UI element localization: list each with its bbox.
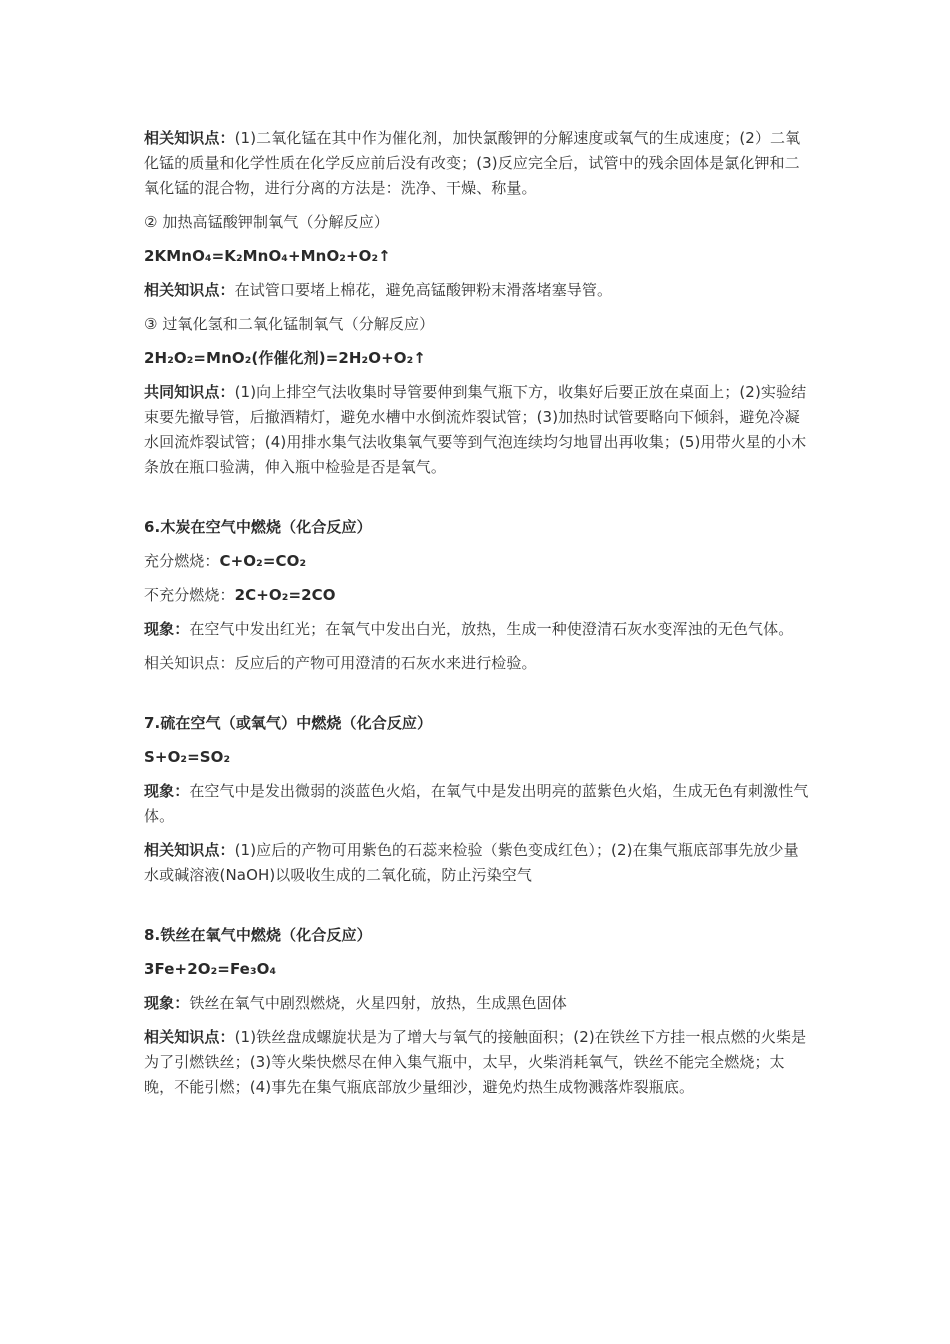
knowledge-text: (1)铁丝盘成螺旋状是为了增大与氧气的接触面积；(2)在铁丝下方挂一根点燃的火柴是为了引燃铁丝；(3)等火柴快燃尽在伸入集气瓶中，太早，火柴消耗氧气，铁丝不能完全燃烧；太晚，不能引燃；(4)事先在集气瓶底部放少量细沙，避免灼热生成物溅落炸裂瓶底。 <box>144 1028 807 1096</box>
knowledge-paragraph-6 <box>144 651 810 676</box>
full-combustion-line <box>144 549 810 574</box>
partial-combustion-line <box>144 583 810 608</box>
equation-h2o2: 2H₂O₂=MnO₂(作催化剂)=2H₂O+O₂↑ <box>144 349 426 367</box>
knowledge-label: 相关知识点： <box>144 841 235 859</box>
knowledge-paragraph-kmno4 <box>144 278 810 303</box>
phenomenon-label: 现象： <box>144 782 190 800</box>
section-gap <box>144 489 810 515</box>
equation-sulfur: S+O₂=SO₂ <box>144 748 231 766</box>
common-knowledge-paragraph <box>144 380 810 480</box>
partial-combustion-equation: 2C+O₂=2CO <box>234 586 336 604</box>
full-combustion-equation: C+O₂=CO₂ <box>219 552 307 570</box>
equation-kmno4: 2KMnO₄=K₂MnO₄+MnO₂+O₂↑ <box>144 247 391 265</box>
section-heading-7: 7.硫在空气（或氧气）中燃烧（化合反应） <box>144 714 433 732</box>
knowledge-label: 相关知识点： <box>144 129 235 147</box>
knowledge-label: 相关知识点： <box>144 281 235 299</box>
section-heading-8: 8.铁丝在氧气中燃烧（化合反应） <box>144 926 372 944</box>
equation-iron: 3Fe+2O₂=Fe₃O₄ <box>144 960 277 978</box>
knowledge-label: 相关知识点： <box>144 654 235 672</box>
common-knowledge-text: (1)向上排空气法收集时导管要伸到集气瓶下方，收集好后要正放在桌面上；(2)实验结束要先撤导管，后撤酒精灯，避免水槽中水倒流炸裂试管；(3)加热时试管要略向下倾斜，避免冷凝水回流炸裂试管；(4)用排水集气法收集氧气要等到气泡连续均匀地冒出再收集；(5)用带火星的小木条放在瓶口验满，伸入瓶中检验是否是氧气。 <box>144 383 807 476</box>
phenomenon-paragraph-7 <box>144 779 810 829</box>
phenomenon-text: 铁丝在氧气中剧烈燃烧，火星四射，放热，生成黑色固体 <box>189 994 567 1012</box>
subheading-kmno4: ② 加热高锰酸钾制氧气（分解反应） <box>144 213 389 231</box>
document-content <box>144 126 810 1109</box>
phenomenon-paragraph-8 <box>144 991 810 1016</box>
common-knowledge-label: 共同知识点： <box>144 383 235 401</box>
section-gap <box>144 897 810 923</box>
phenomenon-paragraph-6 <box>144 617 810 642</box>
section-heading-6: 6.木炭在空气中燃烧（化合反应） <box>144 518 372 536</box>
phenomenon-text: 在空气中发出红光；在氧气中发出白光，放热，生成一种使澄清石灰水变浑浊的无色气体。 <box>189 620 794 638</box>
subheading-h2o2: ③ 过氧化氢和二氧化锰制氧气（分解反应） <box>144 315 435 333</box>
knowledge-text: 反应后的产物可用澄清的石灰水来进行检验。 <box>234 654 537 672</box>
phenomenon-label: 现象： <box>144 994 190 1012</box>
phenomenon-text: 在空气中是发出微弱的淡蓝色火焰，在氧气中是发出明亮的蓝紫色火焰，生成无色有刺激性气体。 <box>144 782 809 825</box>
knowledge-text: 在试管口要堵上棉花，避免高锰酸钾粉末滑落堵塞导管。 <box>234 281 613 299</box>
knowledge-paragraph-7 <box>144 838 810 888</box>
full-combustion-label: 充分燃烧： <box>144 552 220 570</box>
knowledge-text: (1)二氧化锰在其中作为催化剂，加快氯酸钾的分解速度或氧气的生成速度；(2）二氧化锰的质量和化学性质在化学反应前后没有改变；(3)反应完全后，试管中的残余固体是氯化钾和二氧化锰的混合物，进行分离的方法是：洗净、干燥、称量。 <box>144 129 801 197</box>
knowledge-label: 相关知识点： <box>144 1028 235 1046</box>
partial-combustion-label: 不充分燃烧： <box>144 586 235 604</box>
phenomenon-label: 现象： <box>144 620 190 638</box>
knowledge-text: (1)应后的产物可用紫色的石蕊来检验（紫色变成红色）；(2)在集气瓶底部事先放少量水或碱溶液(NaOH)以吸收生成的二氧化硫，防止污染空气 <box>144 841 799 884</box>
knowledge-paragraph-8 <box>144 1025 810 1100</box>
section-gap <box>144 685 810 711</box>
knowledge-paragraph-kclo3 <box>144 126 810 201</box>
